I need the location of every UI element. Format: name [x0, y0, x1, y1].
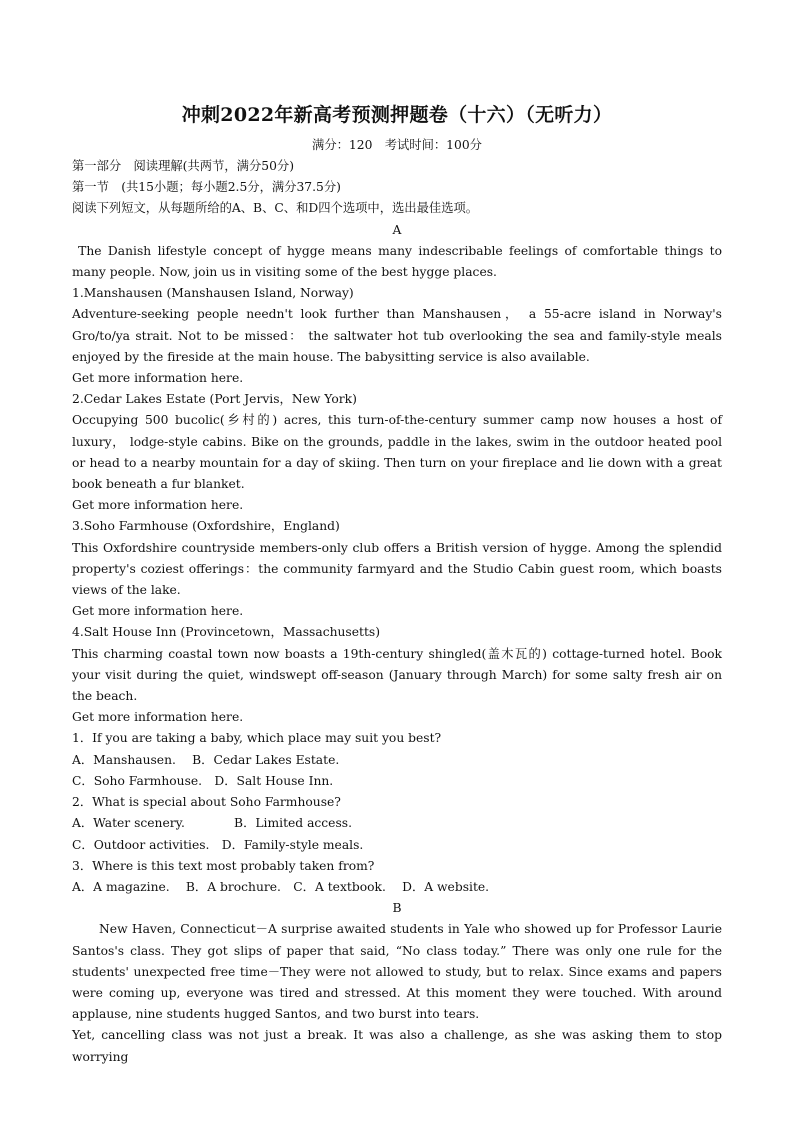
place-2 [72, 389, 722, 516]
place-heading: 1.Manshausen (Manshausen Island, Norway) [72, 286, 354, 301]
passage-b-paragraph: New Haven, Connecticut－A surprise awaited students in Yale who showed up for Professor Laurie Santos's class. They got slips of paper that said, “No class today.” There was only one rule for the students' unexpected free time－They were not allowed to study, but to relax. Since exams and papers were coming up, everyone was tired and stressed. At this moment they were touched. With around applause, nine students hugged Santos, and two burst into tears. [72, 922, 722, 1022]
passage-b-paragraph: Yet, cancelling class was not just a break. It was also a challenge, as she was asking them to stop worrying [72, 1028, 722, 1064]
place-heading: 2.Cedar Lakes Estate (Port Jervis，New York) [72, 392, 357, 407]
question-options: A．Water scenery. B．Limited access. [72, 816, 352, 831]
instruction-text: 阅读下列短文，从每题所给的A、B、C、和D四个选项中，选出最佳选项。 [72, 201, 479, 216]
section-heading: 第一节 (共15小题；每小题2.5分，满分37.5分) [72, 180, 341, 195]
part-heading: 第一部分 阅读理解(共两节，满分50分) [72, 159, 294, 173]
place-1 [72, 283, 722, 389]
exam-page [72, 100, 722, 1068]
more-info-text: Get more information here. [72, 371, 244, 386]
question-options: C．Soho Farmhouse. D．Salt House Inn. [72, 773, 334, 788]
place-body: Adventure-seeking people needn't look further than Manshausen， a 55-acre island in Norway's Gro/to/ya strait. Not to be missed： the saltwater hot tub overlooking the sea and family-style meals enjoyed by the fireside at the main house. The babysitting service is also available. [72, 307, 722, 364]
score-time-info: 满分：120 考试时间：100分 [312, 138, 482, 152]
question-stem: 2．What is special about Soho Farmhouse? [72, 795, 341, 810]
place-body: This charming coastal town now boasts a 19th-century shingled(盖木瓦的) cottage-turned hotel. Book your visit during the quiet, windswept off-season (January through March) for some salty fresh air on the beach. [72, 646, 722, 704]
more-info-text: Get more information here. [72, 604, 244, 619]
place-heading: 3.Soho Farmhouse (Oxfordshire，England) [72, 519, 340, 534]
more-info-text: Get more information here. [72, 710, 244, 725]
place-heading: 4.Salt House Inn (Provincetown，Massachusetts) [72, 625, 381, 640]
passage-b-label: B [392, 901, 402, 916]
more-info-text: Get more information here. [72, 498, 244, 513]
question-options: A．A magazine. B．A brochure. C．A textbook. D．A website. [72, 879, 490, 894]
place-3 [72, 516, 722, 622]
question-stem: 3．Where is this text most probably taken from? [72, 858, 375, 873]
question-options: C．Outdoor activities. D．Family-style meals. [72, 837, 364, 852]
place-4 [72, 622, 722, 728]
question-1 [72, 728, 722, 792]
question-options: A．Manshausen. B．Cedar Lakes Estate. [72, 752, 340, 767]
page-title: 冲刺2022年新高考预测押题卷（十六）（无听力） [181, 104, 613, 126]
question-2 [72, 792, 722, 856]
passage-a-intro: The Danish lifestyle concept of hygge means many indescribable feelings of comfortable things to many people. Now, join us in visiting some of the best hygge places. [72, 243, 722, 280]
passage-a-label: A [392, 222, 402, 237]
place-body: Occupying 500 bucolic(乡村的) acres, this turn-of-the-century summer camp now houses a host of luxury， lodge-style cabins. Bike on the grounds, paddle in the lakes, swim in the outdoor heated pool or head to a nearby mountain for a day of skiing. Then turn on your fireplace and lie down with a great book beneath a fur blanket. [72, 413, 722, 492]
place-body: This Oxfordshire countryside members-only club offers a British version of hygge. Among the splendid property's coziest offerings：the community farmyard and the Studio Cabin guest room, which boasts views of the lake. [72, 540, 722, 598]
question-stem: 1．If you are taking a baby, which place may suit you best? [72, 731, 442, 746]
question-3 [72, 856, 722, 898]
